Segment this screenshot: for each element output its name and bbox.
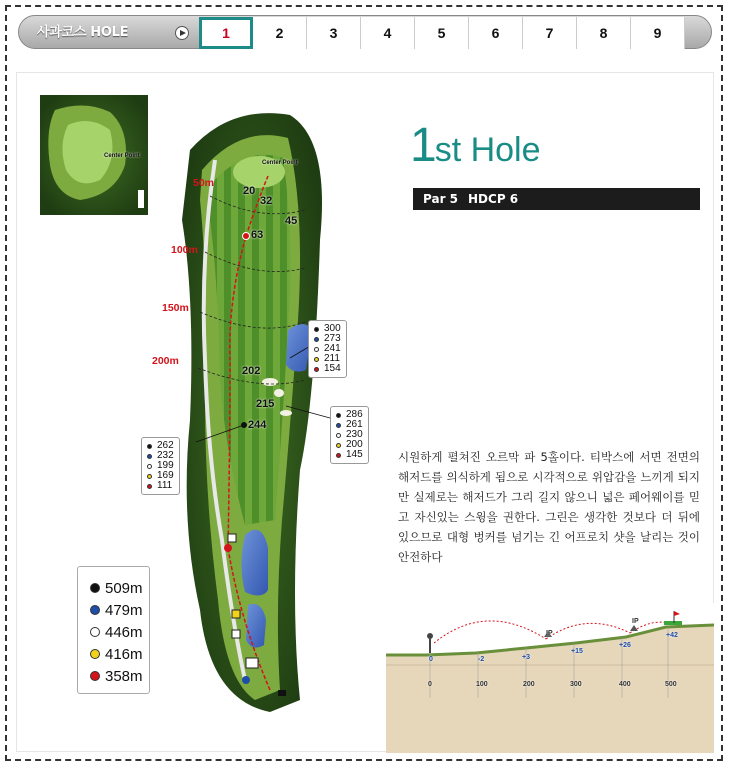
- tee-dot-icon: [336, 453, 341, 458]
- tee-dot-icon: [314, 357, 319, 362]
- profile-elevation-label: -2: [478, 656, 485, 663]
- legend-row: [90, 621, 149, 643]
- yardage-value: 154: [324, 363, 341, 374]
- tab-hole-7[interactable]: 7: [523, 17, 577, 49]
- yardage-row: [314, 364, 341, 374]
- profile-ip-label: IP: [632, 618, 639, 625]
- yardage-value: 286: [346, 409, 363, 420]
- par-hdcp-bar: [413, 188, 700, 210]
- yardage-value: 232: [157, 450, 174, 461]
- profile-elevation-label: +42: [666, 632, 678, 639]
- tab-hole-8[interactable]: 8: [577, 17, 631, 49]
- point-label-20: 20: [243, 185, 256, 197]
- distance-label-100: 100m: [171, 244, 198, 256]
- yardage-value: 273: [324, 333, 341, 344]
- yardage-value: 145: [346, 449, 363, 460]
- green-inset-center-point: Center Point: [104, 153, 140, 159]
- hole-number: 1: [410, 119, 435, 172]
- point-label-45: 45: [285, 215, 298, 227]
- tee-dot-icon: [314, 347, 319, 352]
- tab-hole-9[interactable]: 9: [631, 17, 685, 49]
- tee-dot-icon: [147, 484, 152, 489]
- distance-label-200: 200m: [152, 355, 179, 367]
- legend-label: 479m: [105, 601, 143, 619]
- profile-distance-label: 100: [476, 681, 488, 688]
- yardage-box-left: [141, 437, 180, 495]
- legend-dot-icon: [90, 583, 100, 593]
- elevation-profile: [386, 603, 714, 753]
- profile-elevation-label: +3: [522, 654, 530, 661]
- yardage-value: 200: [346, 439, 363, 450]
- yardage-row: [336, 450, 363, 460]
- profile-distance-label: 300: [570, 681, 582, 688]
- yardage-box-right-lower: [330, 406, 369, 464]
- tee-dot-icon: [336, 413, 341, 418]
- distance-label-50: 50m: [193, 177, 215, 189]
- legend-row: [90, 599, 149, 621]
- yardage-box-right-upper: [308, 320, 347, 378]
- tee-dot-icon: [314, 367, 319, 372]
- profile-distance-label: 400: [619, 681, 631, 688]
- profile-elevation-label: 0: [429, 656, 433, 663]
- point-label-244: 244: [248, 419, 267, 431]
- tee-dot-icon: [147, 454, 152, 459]
- tab-hole-5[interactable]: 5: [415, 17, 469, 49]
- yardage-row: [147, 481, 174, 491]
- hdcp-label: HDCP 6: [468, 192, 519, 206]
- hole-title: [410, 118, 541, 173]
- tab-hole-3[interactable]: 3: [307, 17, 361, 49]
- par-label: Par 5: [423, 192, 459, 206]
- legend-row: [90, 665, 149, 687]
- tee-dot-icon: [147, 474, 152, 479]
- profile-distance-label: 500: [665, 681, 677, 688]
- tee-dot-icon: [336, 423, 341, 428]
- legend-row: [90, 577, 149, 599]
- tee-dot-icon: [147, 444, 152, 449]
- tee-dot-icon: [314, 327, 319, 332]
- yardage-value: 262: [157, 440, 174, 451]
- green-center-point-label: Center Point: [262, 160, 298, 166]
- legend-label: 446m: [105, 623, 143, 641]
- legend-dot-icon: [90, 649, 100, 659]
- legend-label: 358m: [105, 667, 143, 685]
- legend-label: 416m: [105, 645, 143, 663]
- hole-description: 시원하게 펼쳐진 오르막 파 5홀이다. 티박스에 서면 전면의 해저드를 의식하게 됨으로 시각적으로 위압감을 느끼게 되지만 실제로는 해저드가 그리 길지 않으니 넓은 페어웨이를 믿고 자신있는 스윙을 권한다. 그린은 생각한 것보다 더 뒤에 있으므로 대형 벙커를 넘기는 긴 어프로치 샷을 날리는 것이 안전하다: [398, 450, 700, 564]
- yardage-value: 241: [324, 343, 341, 354]
- hole-title-suffix: st Hole: [434, 131, 541, 169]
- profile-ip-label: IP: [546, 630, 553, 637]
- point-label-215: 215: [256, 398, 275, 410]
- tee-dot-icon: [147, 464, 152, 469]
- profile-distance-label: 200: [523, 681, 535, 688]
- legend-dot-icon: [90, 627, 100, 637]
- course-title: 사과코스 HOLE: [37, 25, 129, 40]
- tab-hole-6[interactable]: 6: [469, 17, 523, 49]
- tee-dot-icon: [314, 337, 319, 342]
- yardage-value: 211: [324, 353, 340, 364]
- profile-elevation-label: +15: [571, 648, 583, 655]
- point-label-202: 202: [242, 365, 261, 377]
- tab-hole-2[interactable]: 2: [253, 17, 307, 49]
- yardage-value: 230: [346, 429, 363, 440]
- yardage-value: 169: [157, 470, 174, 481]
- yardage-value: 300: [324, 323, 341, 334]
- yardage-value: 261: [346, 419, 363, 430]
- distance-label-150: 150m: [162, 302, 189, 314]
- point-label-32: 32: [260, 195, 273, 207]
- legend-dot-icon: [90, 605, 100, 615]
- profile-elevation-label: +26: [619, 642, 631, 649]
- tee-dot-icon: [336, 433, 341, 438]
- yardage-value: 111: [157, 480, 173, 491]
- legend-row: [90, 643, 149, 665]
- yardage-value: 199: [157, 460, 174, 471]
- profile-distance-label: 0: [428, 681, 432, 688]
- tee-distance-legend: [77, 566, 150, 694]
- point-label-63: 63: [251, 229, 264, 241]
- tab-hole-1[interactable]: 1: [199, 17, 253, 49]
- tee-dot-icon: [336, 443, 341, 448]
- legend-label: 509m: [105, 579, 143, 597]
- legend-dot-icon: [90, 671, 100, 681]
- tab-hole-4[interactable]: 4: [361, 17, 415, 49]
